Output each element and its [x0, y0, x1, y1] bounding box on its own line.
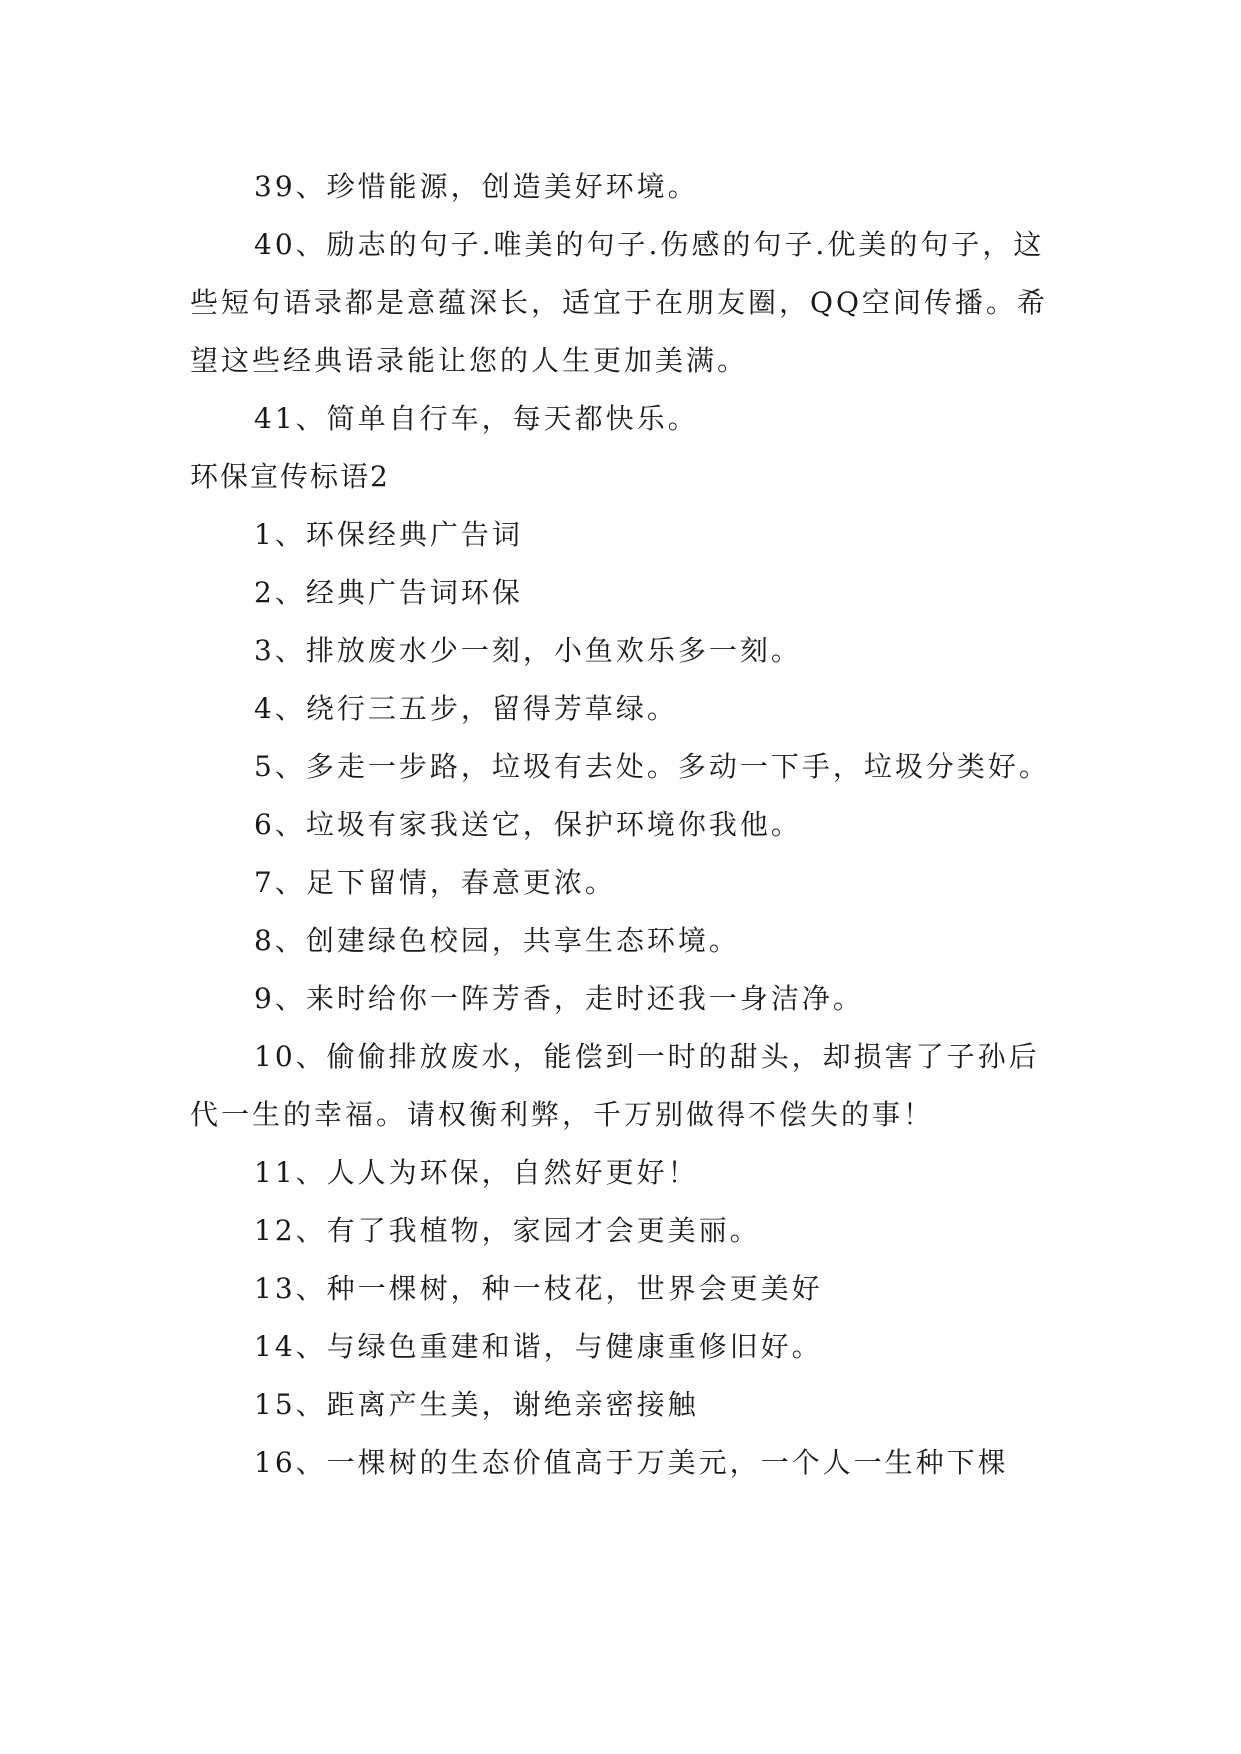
list-item: 2、经典广告词环保 — [254, 576, 523, 609]
section-heading: 环保宣传标语2 — [190, 460, 390, 493]
list-item: 12、有了我植物，家园才会更美丽。 — [254, 1214, 761, 1247]
document-page — [190, 158, 1070, 1492]
list-item: 16、一棵树的生态价值高于万美元，一个人一生种下棵 — [254, 1446, 1009, 1479]
list-item: 13、种一棵树，种一枝花，世界会更美好 — [254, 1272, 823, 1305]
list-item: 1、环保经典广告词 — [254, 518, 523, 551]
list-item: 8、创建绿色校园，共享生态环境。 — [254, 924, 740, 957]
list-item: 40、励志的句子.唯美的句子.伤感的句子.优美的句子，这些短句语录都是意蕴深长，适宜于在朋友圈，QQ空间传播。希望这些经典语录能让您的人生更加美满。 — [190, 228, 1048, 377]
list-item: 5、多走一步路，垃圾有去处。多动一下手，垃圾分类好。 — [254, 750, 1050, 783]
list-item: 14、与绿色重建和谐，与健康重修旧好。 — [254, 1330, 823, 1363]
list-item: 11、人人为环保，自然好更好！ — [254, 1156, 699, 1189]
list-item: 4、绕行三五步，留得芳草绿。 — [254, 692, 678, 725]
list-item: 15、距离产生美，谢绝亲密接触 — [254, 1388, 699, 1421]
list-item: 39、珍惜能源，创造美好环境。 — [254, 170, 699, 203]
list-item: 9、来时给你一阵芳香，走时还我一身洁净。 — [254, 982, 864, 1015]
list-item: 6、垃圾有家我送它，保护环境你我他。 — [254, 808, 802, 841]
list-item: 41、简单自行车，每天都快乐。 — [254, 402, 699, 435]
list-item: 7、足下留情，春意更浓。 — [254, 866, 616, 899]
list-item: 10、偷偷排放废水，能偿到一时的甜头，却损害了子孙后代一生的幸福。请权衡利弊，千万别做得不偿失的事！ — [190, 1040, 1040, 1131]
list-item: 3、排放废水少一刻，小鱼欢乐多一刻。 — [254, 634, 802, 667]
